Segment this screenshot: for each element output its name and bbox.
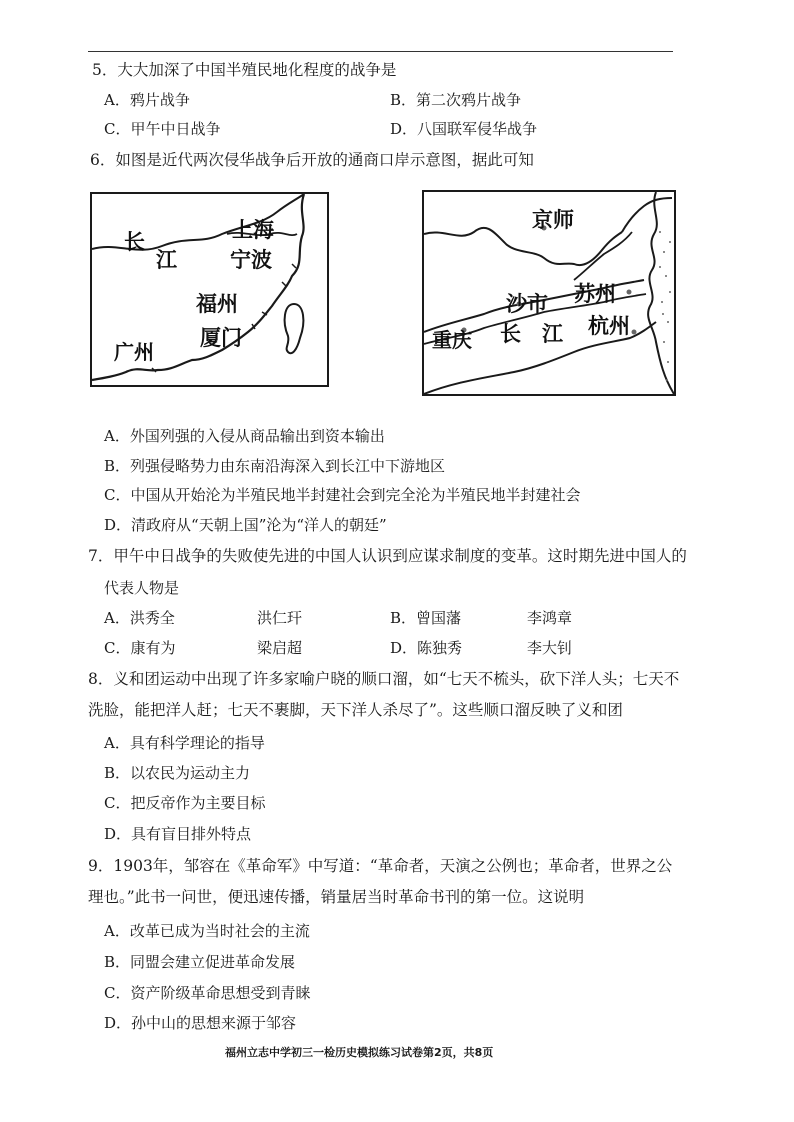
q7-option-c-1: C．康有为 bbox=[104, 639, 176, 657]
q7-option-c-2: 梁启超 bbox=[257, 639, 303, 657]
q9-option-c: C．资产阶级革命思想受到青睐 bbox=[104, 984, 311, 1002]
map-right bbox=[422, 190, 676, 396]
q7-option-a-1: A．洪秀全 bbox=[104, 609, 175, 627]
q7-option-b-1: B．曾国藩 bbox=[390, 609, 462, 627]
q8-option-d: D．具有盲目排外特点 bbox=[104, 825, 252, 843]
q6-option-c: C．中国从开始沦为半殖民地半封建社会到完全沦为半殖民地半封建社会 bbox=[104, 486, 581, 504]
q9-stem-line1: 9．1903年，邹容在《革命军》中写道：“革命者，天演之公例也；革命者，世界之公 bbox=[88, 857, 673, 875]
q6-option-a: A．外国列强的入侵从商品输出到资本输出 bbox=[104, 427, 385, 445]
q5-option-c: C．甲午中日战争 bbox=[104, 120, 221, 138]
map-right-label-shashi: 沙市 bbox=[506, 292, 548, 316]
q8-option-c: C．把反帝作为主要目标 bbox=[104, 794, 266, 812]
q5-option-a: A．鸦片战争 bbox=[104, 91, 190, 109]
map-left-label-guangzhou: 广州 bbox=[114, 340, 154, 364]
map-left-label-jiang: 江 bbox=[156, 248, 177, 272]
q7-stem-line1: 7．甲午中日战争的失败使先进的中国人认识到应谋求制度的变革。这时期先进中国人的 bbox=[88, 547, 687, 565]
q6-stem: 6．如图是近代两次侵华战争后开放的通商口岸示意图，据此可知 bbox=[90, 151, 534, 169]
q9-option-a: A．改革已成为当时社会的主流 bbox=[104, 922, 310, 940]
map-right-label-chang: 长 bbox=[500, 322, 521, 346]
q8-stem-line2: 洗脸，能把洋人赶；七天不裹脚，天下洋人杀尽了”。这些顺口溜反映了义和团 bbox=[88, 701, 623, 719]
map-right-label-jingshi: 京师 bbox=[532, 208, 574, 232]
q9-option-d: D．孙中山的思想来源于邹容 bbox=[104, 1014, 297, 1032]
map-right-label-jiang: 江 bbox=[542, 322, 563, 346]
q8-option-b: B．以农民为运动主力 bbox=[104, 764, 251, 782]
q7-option-a-2: 洪仁玕 bbox=[257, 609, 303, 627]
q9-stem-line2: 理也。”此书一问世，便迅速传播，销量居当时革命书刊的第一位。这说明 bbox=[88, 888, 585, 906]
q5-stem: 5．大大加深了中国半殖民地化程度的战争是 bbox=[92, 61, 397, 79]
page-footer: 福州立志中学初三一检历史模拟练习试卷第2页，共8页 bbox=[225, 1046, 494, 1059]
q8-stem-line1: 8．义和团运动中出现了许多家喻户晓的顺口溜，如“七天不梳头，砍下洋人头；七天不 bbox=[88, 670, 680, 688]
map-right-label-suzhou: 苏州 bbox=[574, 282, 616, 306]
map-left-label-shanghai: 上海 bbox=[232, 218, 274, 242]
q7-option-b-2: 李鸿章 bbox=[527, 609, 573, 627]
map-right-label-hangzhou: 杭州 bbox=[588, 314, 630, 338]
map-right-label-chongqing: 重庆 bbox=[432, 328, 472, 352]
map-left-label-ningbo: 宁波 bbox=[230, 248, 272, 272]
map-left-label-xiamen: 厦门 bbox=[200, 326, 242, 350]
q7-stem-line2: 代表人物是 bbox=[104, 579, 180, 597]
q5-option-d: D．八国联军侵华战争 bbox=[390, 120, 538, 138]
q8-option-a: A．具有科学理论的指导 bbox=[104, 734, 265, 752]
q9-option-b: B．同盟会建立促进革命发展 bbox=[104, 953, 296, 971]
q6-option-b: B．列强侵略势力由东南沿海深入到长江中下游地区 bbox=[104, 457, 446, 475]
map-left-label-fuzhou: 福州 bbox=[196, 292, 238, 316]
q7-option-d-1: D．陈独秀 bbox=[390, 639, 463, 657]
q6-option-d: D．清政府从“天朝上国”沦为“洋人的朝廷” bbox=[104, 516, 387, 534]
q5-option-b: B．第二次鸦片战争 bbox=[390, 91, 522, 109]
header-rule bbox=[88, 51, 673, 52]
map-left bbox=[90, 192, 329, 387]
q7-option-d-2: 李大钊 bbox=[527, 639, 573, 657]
map-left-label-chang: 长 bbox=[124, 230, 145, 254]
